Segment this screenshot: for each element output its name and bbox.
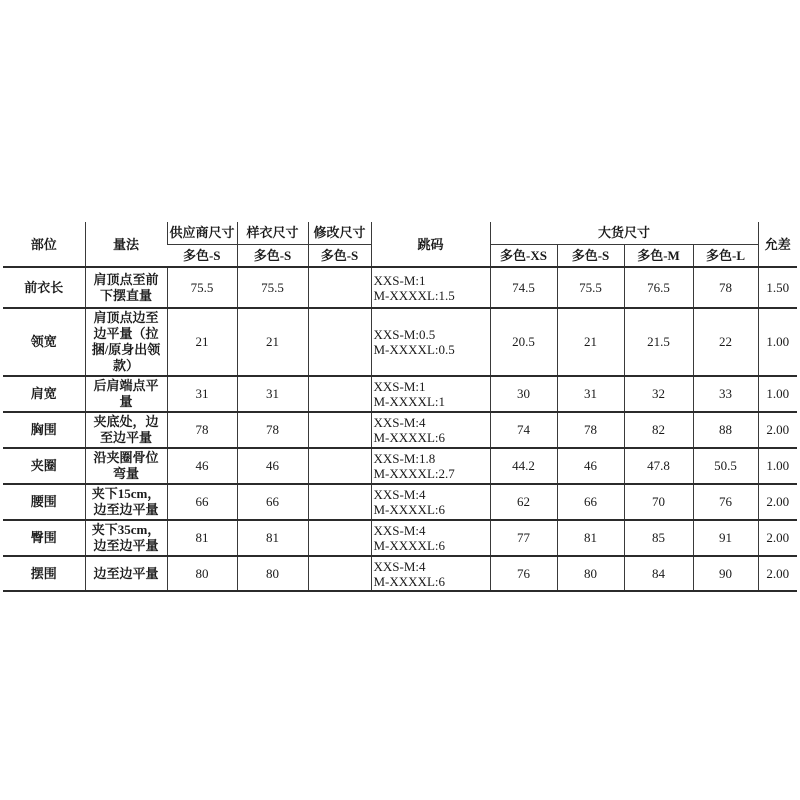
bulk-s-cell: 80 [557,556,624,591]
bulk-xs-cell: 74.5 [490,267,557,308]
jump-line: XXS-M:1 [373,272,426,288]
part-cell: 腰围 [30,494,57,509]
subcol-header-modified-color-s: 多色-S [308,244,371,267]
bulk-m-cell: 85 [624,520,693,556]
bulk-l-cell: 91 [693,520,758,556]
supplier-size-cell: 21 [167,308,237,376]
jump-line: M-XXXXL:1 [373,394,445,409]
part-cell: 领宽 [30,334,57,349]
bulk-l-cell: 22 [693,308,758,376]
bulk-l-cell: 76 [693,484,758,520]
spec-table-head [3,222,797,267]
jump-cell [371,412,490,448]
col-header-supplier-size: 供应商尺寸 [167,222,237,244]
jump-line: M-XXXXL:0.5 [373,342,455,357]
jump-line: XXS-M:4 [373,415,426,430]
jump-line: XXS-M:4 [373,523,426,538]
method-cell: 后肩端点平量 [85,376,167,412]
method-cell: 肩顶点边至边平量（拉捆/原身出领款） [85,308,167,376]
table-row [3,448,797,484]
bulk-s-cell: 81 [557,520,624,556]
bulk-s-cell: 31 [557,376,624,412]
jump-cell [371,267,490,308]
modified-size-cell [308,556,371,591]
bulk-l-cell: 90 [693,556,758,591]
sample-size-cell: 46 [237,448,308,484]
bulk-l-cell: 50.5 [693,448,758,484]
bulk-m-cell: 47.8 [624,448,693,484]
jump-line: XXS-M:4 [373,558,426,574]
col-header-tolerance: 允差 [758,222,797,267]
bulk-xs-cell: 44.2 [490,448,557,484]
method-cell: 夹下15cm，边至边平量 [85,484,167,520]
table-row [3,520,797,556]
col-header-modified-size: 修改尺寸 [308,222,371,244]
jump-cell [371,520,490,556]
subcol-header-bulk-color-xs: 多色-XS [490,244,557,267]
col-header-sample-size: 样衣尺寸 [237,222,308,244]
jump-cell [371,448,490,484]
bulk-m-cell: 21.5 [624,308,693,376]
modified-size-cell [308,308,371,376]
table-row [3,556,797,591]
subcol-header-sample-color-s: 多色-S [237,244,308,267]
bulk-m-cell: 70 [624,484,693,520]
jump-cell [371,308,490,376]
sample-size-cell: 78 [237,412,308,448]
tolerance-cell: 1.00 [758,308,797,376]
bulk-xs-cell: 76 [490,556,557,591]
supplier-size-cell: 66 [167,484,237,520]
bulk-xs-cell: 77 [490,520,557,556]
subcol-header-bulk-color-l: 多色-L [693,244,758,267]
method-cell: 肩顶点至前下摆直量 [85,267,167,308]
jump-line: M-XXXXL:6 [373,538,445,553]
bulk-s-cell: 21 [557,308,624,376]
subcol-header-supplier-color-s: 多色-S [182,247,221,263]
sample-size-cell: 80 [237,556,308,591]
bulk-m-cell: 84 [624,556,693,591]
bulk-s-cell: 46 [557,448,624,484]
subcol-header-bulk-color-m: 多色-M [624,244,693,267]
jump-line: M-XXXXL:1.5 [373,287,455,303]
bulk-s-cell: 66 [557,484,624,520]
method-cell: 边至边平量 [85,556,167,591]
jump-line: M-XXXXL:6 [373,430,445,445]
supplier-size-cell: 78 [167,412,237,448]
tolerance-cell: 1.00 [758,376,797,412]
modified-size-cell [308,376,371,412]
modified-size-cell [308,484,371,520]
part-cell: 夹圈 [30,458,57,473]
tolerance-cell: 2.00 [758,520,797,556]
supplier-size-cell: 81 [167,520,237,556]
bulk-m-cell: 76.5 [624,267,693,308]
jump-cell [371,376,490,412]
part-cell: 臀围 [30,530,57,545]
table-row [3,484,797,520]
bulk-l-cell: 78 [693,267,758,308]
col-header-jump: 跳码 [371,222,490,267]
table-row [3,412,797,448]
tolerance-cell: 1.50 [758,267,797,308]
bulk-l-cell: 88 [693,412,758,448]
tolerance-cell: 2.00 [758,412,797,448]
bulk-s-cell: 78 [557,412,624,448]
sample-size-cell: 66 [237,484,308,520]
part-cell: 前衣长 [24,279,64,295]
spec-table-body [3,267,797,591]
tolerance-cell: 2.00 [758,484,797,520]
table-row [3,308,797,376]
modified-size-cell [308,448,371,484]
bulk-m-cell: 82 [624,412,693,448]
bulk-xs-cell: 30 [490,376,557,412]
jump-line: M-XXXXL:6 [373,502,445,517]
header-row-groups [3,222,797,244]
bulk-xs-cell: 20.5 [490,308,557,376]
jump-line: XXS-M:1.8 [373,451,436,466]
method-cell: 夹下35cm，边至边平量 [85,520,167,556]
col-header-bulk-size: 大货尺寸 [490,222,758,244]
jump-line: XXS-M:4 [373,487,426,502]
modified-size-cell [308,412,371,448]
sample-size-cell: 21 [237,308,308,376]
method-cell: 沿夹圈骨位弯量 [85,448,167,484]
sample-size-cell: 31 [237,376,308,412]
subcol-header-bulk-color-s: 多色-S [557,244,624,267]
supplier-size-cell: 80 [167,556,237,591]
size-spec-table [3,222,797,592]
bulk-l-cell: 33 [693,376,758,412]
table-row [3,376,797,412]
method-cell: 夹底处，边至边平量 [85,412,167,448]
tolerance-cell: 1.00 [758,448,797,484]
supplier-size-cell: 31 [167,376,237,412]
sample-size-cell: 81 [237,520,308,556]
bulk-xs-cell: 74 [490,412,557,448]
tolerance-cell: 2.00 [758,556,797,591]
jump-line: M-XXXXL:6 [373,573,445,589]
bulk-s-cell: 75.5 [557,267,624,308]
part-cell: 摆围 [30,565,57,581]
supplier-size-cell: 46 [167,448,237,484]
bulk-m-cell: 32 [624,376,693,412]
modified-size-cell [308,267,371,308]
part-cell: 胸围 [30,422,57,437]
jump-line: M-XXXXL:2.7 [373,466,455,481]
jump-line: XXS-M:1 [373,379,426,394]
part-cell: 肩宽 [30,386,57,401]
col-header-method: 量法 [85,222,167,267]
supplier-size-cell: 75.5 [167,267,237,308]
col-header-part: 部位 [30,236,57,252]
modified-size-cell [308,520,371,556]
jump-cell [371,556,490,591]
table-row [3,267,797,308]
jump-line: XXS-M:0.5 [373,327,436,342]
sample-size-cell: 75.5 [237,267,308,308]
bulk-xs-cell: 62 [490,484,557,520]
jump-cell [371,484,490,520]
